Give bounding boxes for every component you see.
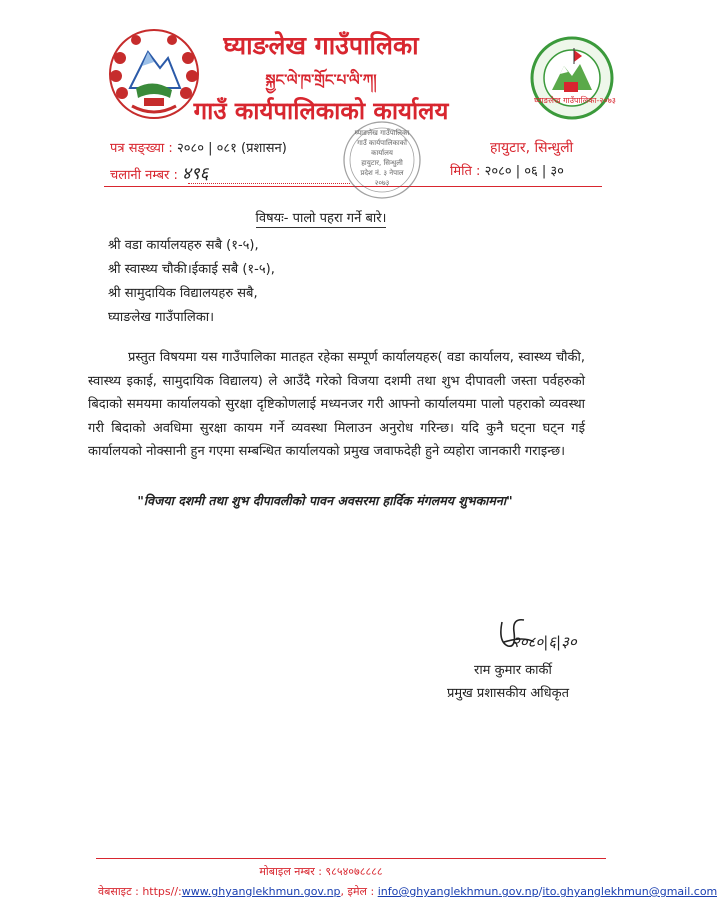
reference-number xyxy=(110,138,287,156)
email-label: , इमेल : xyxy=(340,885,375,898)
stamp-line: घ्याङलेख गाउँपालिका xyxy=(354,129,410,137)
footer-divider xyxy=(96,858,606,859)
subject-line xyxy=(0,208,642,226)
signatory-designation: प्रमुख प्रशासकीय अधिकृत xyxy=(447,686,570,701)
festival-greeting: "विजया दशमी तथा शुभ दीपावलीको पावन अवसरमा हार्दिक मंगलमय शुभकामना" xyxy=(137,493,513,508)
office-location: हायुटार, सिन्धुली xyxy=(490,140,574,156)
right-logo-caption: घ्याङलेख गाउँपालिका-२०७३ xyxy=(534,96,616,105)
handwritten-date: २०८०|६|३० xyxy=(512,633,577,651)
dispatch-label: चलानी नम्बर : xyxy=(110,168,178,183)
reference-value: २०८० | ०८१ (प्रशासन) xyxy=(176,141,287,156)
letter-date xyxy=(450,161,564,179)
stamp-line: प्रदेश नं. ३ नेपाल xyxy=(360,169,404,177)
addressee-item: श्री वडा कार्यालयहरु सबै (१-५), xyxy=(108,238,259,253)
footer-contacts: वेबसाइट : https//:www.ghyanglekhmun.gov.np, इमेल : info@ghyanglekhmun.gov.np/ito.ghyanglekhmun@gmail.com xyxy=(98,885,717,898)
tibetan-title: སྐྱང་ལེ་ཁ་གྲོང་པ་ལི་ཀ། xyxy=(265,71,377,89)
reference-label: पत्र सङ्ख्या : xyxy=(110,141,173,156)
municipality-title: घ्याङलेख गाउँपालिका xyxy=(223,31,419,60)
dispatch-underline xyxy=(188,183,350,184)
stamp-line: गाउँ कार्यपालिकाको कार्यालय xyxy=(357,139,407,157)
website-link[interactable]: www.ghyanglekhmun.gov.np xyxy=(181,885,341,898)
stamp-line: २०७३ xyxy=(374,179,390,187)
dispatch-number xyxy=(110,161,209,184)
addressee-item: घ्याङलेख गाउँपालिका। xyxy=(108,310,215,325)
footer-mobile: मोबाइल नम्बर : ९८५४०७८८८८ xyxy=(259,865,383,878)
signatory-name: राम कुमार कार्की xyxy=(474,663,552,678)
website-label: वेबसाइट : https//: xyxy=(98,885,182,898)
addressee-list xyxy=(108,234,275,330)
secondary-email-link[interactable]: ito.ghyanglekhmun@gmail.com xyxy=(542,885,717,898)
date-label: मिति : xyxy=(450,164,481,179)
addressee-item: श्री सामुदायिक विद्यालयहरु सबै, xyxy=(108,286,258,301)
office-title: गाउँ कार्यपालिकाको कार्यालय xyxy=(193,96,449,125)
date-value: २०८० | ०६ | ३० xyxy=(484,164,564,179)
subject-text: विषयः- पालो पहरा गर्ने बारे। xyxy=(255,211,387,226)
addressee-item: श्री स्वास्थ्य चौकी।ईकाई सबै (१-५), xyxy=(108,262,275,277)
stamp-text xyxy=(346,128,418,188)
email-link[interactable]: info@ghyanglekhmun.gov.np xyxy=(377,885,539,898)
letter-body: प्रस्तुत विषयमा यस गाउँपालिका मातहत रहेका सम्पूर्ण कार्यालयहरु( वडा कार्यालय, स्वास्थ्य चौकी, स्वास्थ्य इकाई, सामुदायिक विद्यालय) ले आउँदै गरेको विजया दशमी तथा शुभ दीपावली जस्ता पर्वहरुको बिदाको समयमा कार्यालयको सुरक्षा दृष्टिकोणलाई मध्यनजर गरी आफ्नो कार्यालयमा पालो पहराको व्यवस्था गरी बिदाको अवधिमा सुरक्षा कायम गर्ने व्यवस्था मिलाउन अनुरोध गरिन्छ। यदि कुनै घट्ना घट्न गई कार्यालयको नोक्सानी हुन गएमा सम्बन्धित कार्यालयको प्रमुख जवाफदेही हुने व्यहोरा जानकारी गराइन्छ। xyxy=(88,350,585,459)
stamp-line: हायुटार, सिन्धुली xyxy=(361,159,403,167)
dispatch-value: ४९६ xyxy=(181,164,209,184)
